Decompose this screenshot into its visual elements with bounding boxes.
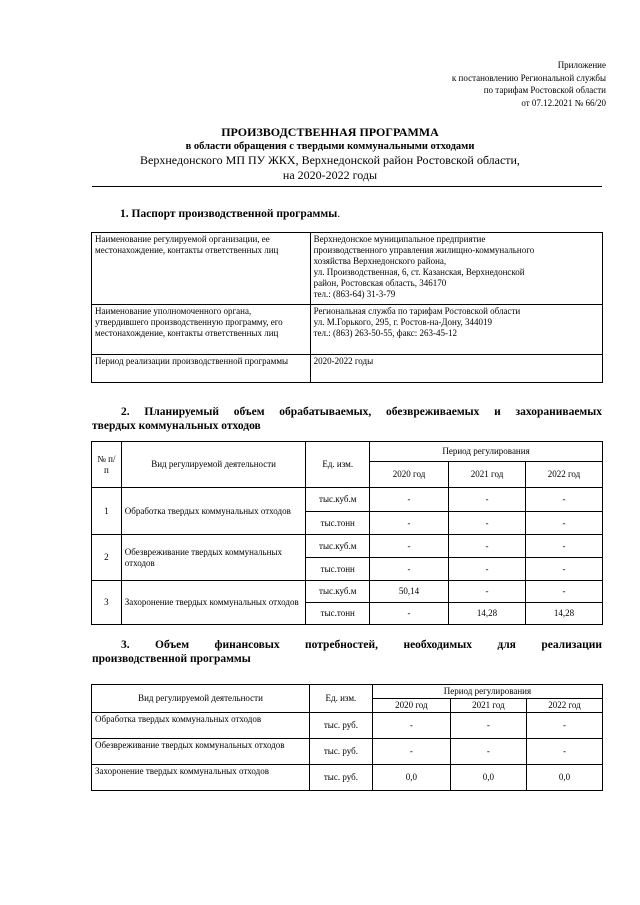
value-cell: 0,0 [450, 765, 526, 791]
value-cell: - [449, 512, 526, 535]
section-2-heading-line: твердых коммунальных отходов [92, 420, 261, 432]
table-row [92, 488, 603, 512]
row-unit: тыс.тонн [306, 558, 370, 581]
value-cell: - [370, 535, 449, 558]
section-3-heading-line: 3. Объем финансовых потребностей, необходимых для реализации [121, 639, 602, 651]
value-cell: - [526, 713, 602, 739]
appendix-note [452, 59, 606, 109]
value-cell: 14,28 [526, 603, 603, 625]
table-row [92, 233, 603, 305]
section-2-heading [92, 405, 602, 433]
value-cell: 14,28 [449, 603, 526, 625]
title-organization: Верхнедонского МП ПУ ЖКХ, Верхнедонской район Ростовской области, [140, 153, 520, 167]
value-cell: 50,14 [370, 581, 449, 603]
row-activity: Обработка твердых коммунальных отходов [121, 488, 306, 535]
value-line: Верхнедонское муниципальное предприятие [313, 234, 486, 244]
value-cell: - [450, 713, 526, 739]
header-period: Период регулирования [372, 685, 602, 699]
value-cell: - [370, 488, 449, 512]
passport-key: Наименование регулируемой организации, ее местонахождение, контакты ответственных лиц [92, 233, 311, 305]
passport-value [310, 305, 602, 355]
row-activity: Обезвреживание твердых коммунальных отходов [121, 535, 306, 581]
value-cell: - [526, 488, 603, 512]
value-cell: - [372, 713, 450, 739]
title-main: ПРОИЗВОДСТВЕННАЯ ПРОГРАММА [221, 125, 439, 139]
header-year: 2022 год [526, 462, 603, 488]
row-number: 2 [92, 535, 122, 581]
header-activity: Вид регулируемой деятельности [121, 442, 306, 488]
header-period: Период регулирования [370, 442, 603, 462]
section-1-heading-text: 1. Паспорт производственной программы [120, 208, 338, 220]
value-line: ул. Производственная, 6, ст. Казанская, Верхнедонской [313, 267, 525, 277]
volume-table [91, 441, 603, 625]
row-unit: тыс.куб.м [306, 488, 370, 512]
value-cell: - [370, 558, 449, 581]
row-unit: тыс.тонн [306, 512, 370, 535]
value-cell: - [449, 535, 526, 558]
table-header-row [92, 442, 603, 462]
value-line: производственного управления жилищно-коммунального [313, 245, 535, 255]
passport-table [91, 232, 603, 383]
value-cell: - [449, 581, 526, 603]
passport-key: Период реализации производственной программы [92, 355, 311, 383]
value-cell: - [526, 581, 603, 603]
table-row [92, 713, 603, 739]
table-row [92, 535, 603, 558]
row-unit: тыс. руб. [309, 713, 372, 739]
title-period: на 2020-2022 годы [282, 168, 378, 182]
row-activity: Обезвреживание твердых коммунальных отходов [92, 739, 310, 765]
row-unit: тыс.тонн [306, 603, 370, 625]
passport-value [310, 355, 602, 383]
appendix-line: от 07.12.2021 № 66/20 [521, 97, 606, 108]
section-1-heading [120, 207, 340, 221]
row-unit: тыс.куб.м [306, 535, 370, 558]
financial-table [91, 684, 603, 791]
title-subject: в области обращения с твердыми коммунальными отходами [185, 141, 475, 152]
value-line: район, Ростовская область, 346170 [313, 278, 447, 288]
passport-value [310, 233, 602, 305]
value-line: тел.: (863) 263-50-55, факс: 263-45-12 [313, 328, 457, 338]
appendix-line: Приложение [557, 60, 606, 70]
row-unit: тыс. руб. [309, 765, 372, 791]
table-row [92, 305, 603, 355]
value-cell: - [449, 488, 526, 512]
value-cell: - [526, 535, 603, 558]
row-number: 1 [92, 488, 122, 535]
value-cell: - [526, 558, 603, 581]
header-number: № п/п [92, 442, 122, 488]
value-line: хозяйства Верхнедонского района, [313, 256, 447, 266]
appendix-line: по тарифам Ростовской области [483, 85, 606, 95]
section-2-heading-line: 2. Планируемый объем обрабатываемых, обезвреживаемых и захораниваемых [121, 406, 602, 418]
table-row [92, 581, 603, 603]
section-3-heading-line: производственной программы [92, 653, 251, 665]
value-cell: - [450, 739, 526, 765]
value-line: 2020-2022 годы [313, 356, 374, 366]
header-year: 2020 год [372, 699, 450, 713]
row-activity: Захоронение твердых коммунальных отходов [92, 765, 310, 791]
table-row [92, 355, 603, 383]
row-number: 3 [92, 581, 122, 625]
value-cell: - [370, 512, 449, 535]
row-unit: тыс.куб.м [306, 581, 370, 603]
row-activity: Захоронение твердых коммунальных отходов [121, 581, 306, 625]
header-activity: Вид регулируемой деятельности [92, 685, 310, 713]
value-cell: - [372, 739, 450, 765]
value-cell: - [370, 603, 449, 625]
table-row [92, 739, 603, 765]
header-year: 2021 год [450, 699, 526, 713]
row-activity: Обработка твердых коммунальных отходов [92, 713, 310, 739]
header-unit: Ед. изм. [309, 685, 372, 713]
document-title [60, 125, 600, 183]
appendix-line: к постановлению Региональной службы [451, 72, 606, 83]
value-line: тел.: (863-64) 31-3-79 [313, 289, 396, 299]
value-cell: 0,0 [526, 765, 602, 791]
value-line: Региональная служба по тарифам Ростовской области [313, 306, 521, 316]
value-cell: - [526, 512, 603, 535]
section-3-heading [92, 638, 602, 666]
passport-key: Наименование уполномоченного органа, утвердившего производственную программу, его местонахождение, контакты ответственных лиц [92, 305, 311, 355]
row-unit: тыс. руб. [309, 739, 372, 765]
value-cell: - [449, 558, 526, 581]
header-year: 2022 год [526, 699, 602, 713]
table-row [92, 765, 603, 791]
table-header-row [92, 685, 603, 699]
title-divider [92, 186, 602, 187]
header-year: 2020 год [370, 462, 449, 488]
header-year: 2021 год [449, 462, 526, 488]
value-line: ул. М.Горького, 295, г. Ростов-на-Дону, 344019 [313, 317, 492, 327]
value-cell: 0,0 [372, 765, 450, 791]
section-1-heading-dot: . [337, 208, 341, 220]
header-unit: Ед. изм. [306, 442, 370, 488]
value-cell: - [526, 739, 602, 765]
